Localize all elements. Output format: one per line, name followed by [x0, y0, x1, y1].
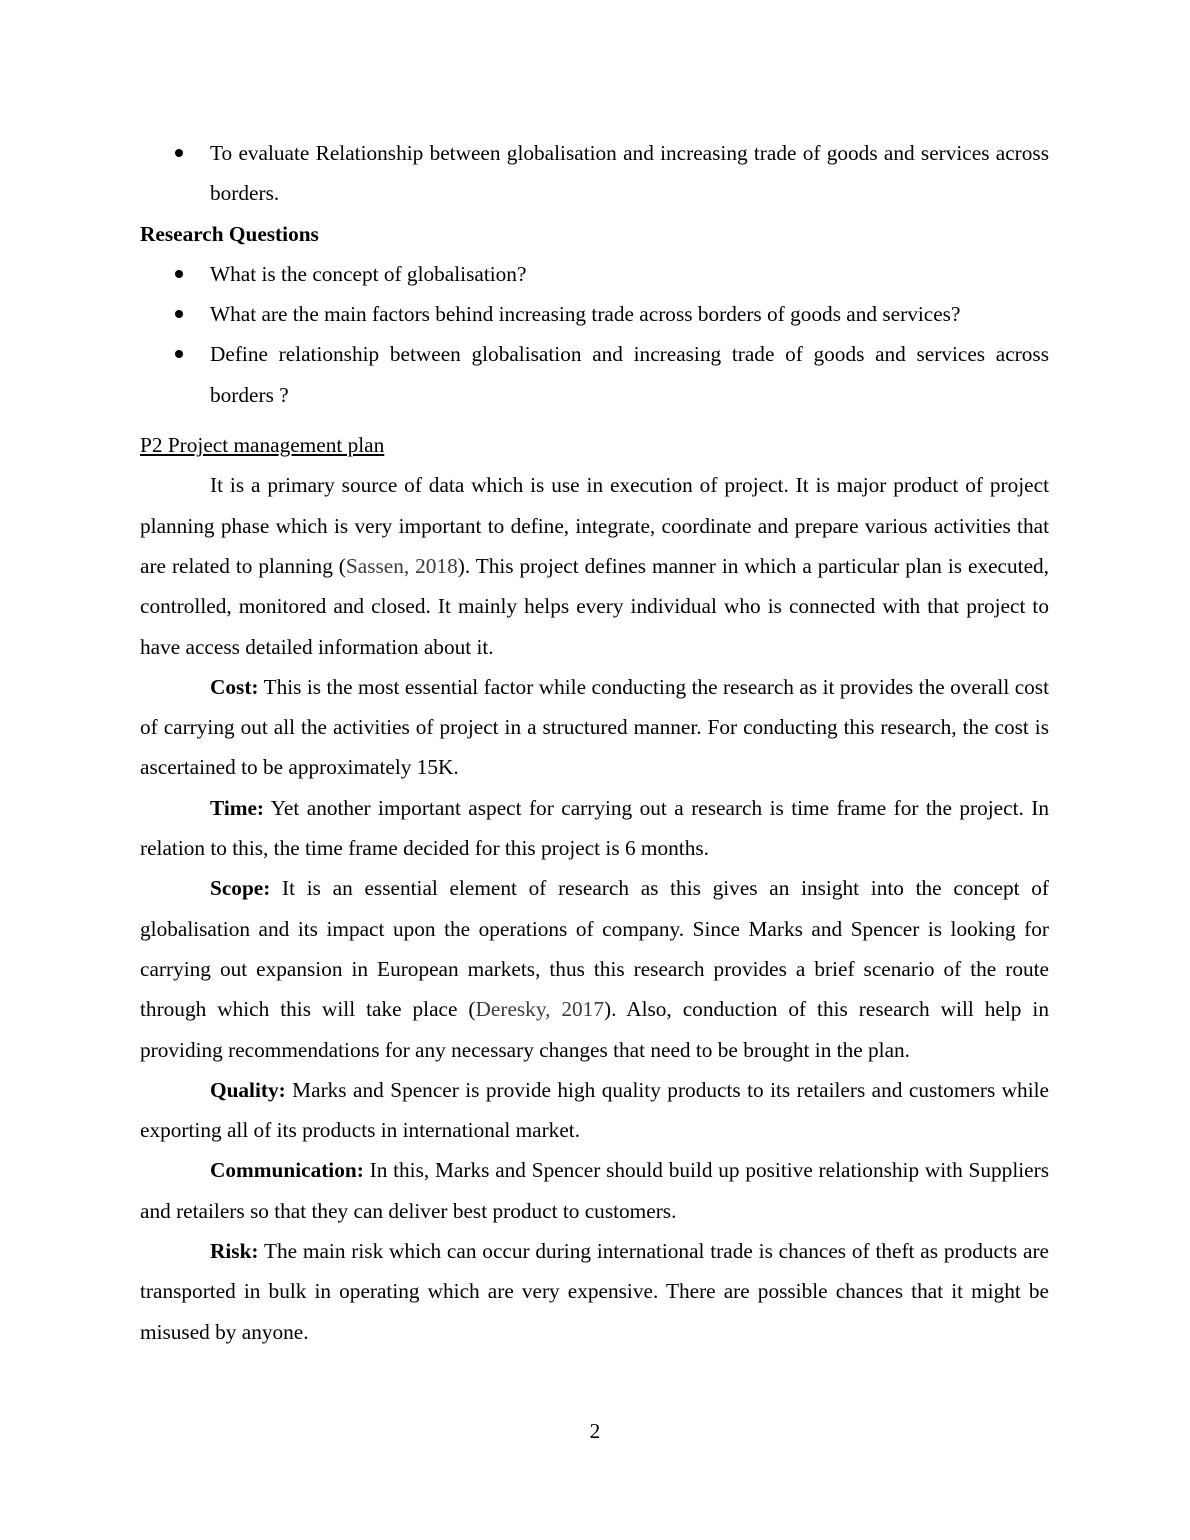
- objectives-list: [140, 133, 1049, 214]
- risk-paragraph: [140, 1231, 1049, 1352]
- scope-text-2: ). Also, conduction of this research will help in providing recommendations for any necessary changes that need to be brought in the plan.: [140, 997, 1049, 1062]
- research-questions-list: [140, 254, 1049, 415]
- list-item-text: What are the main factors behind increasing trade across borders of goods and services?: [210, 302, 961, 327]
- list-item-text: What is the concept of globalisation?: [210, 261, 527, 286]
- cost-text: This is the most essential factor while conducting the research as it provides the overall cost of carrying out all the activities of project in a structured manner. For conducting this research, the cost is ascertained to be approximately 15K.: [140, 674, 1049, 780]
- scope-label: Scope:: [210, 876, 271, 901]
- risk-label: Risk:: [210, 1239, 259, 1264]
- cost-paragraph: [140, 667, 1049, 788]
- page-number: 2: [589, 1419, 601, 1443]
- quality-text: Marks and Spencer is provide high quality products to its retailers and customers while exporting all of its products in international market.: [140, 1077, 1049, 1143]
- bullet-icon: [175, 270, 183, 278]
- list-item: [140, 254, 1049, 294]
- time-text: Yet another important aspect for carrying out a research is time frame for the project. In relation to this, the time frame decided for this project is 6 months.: [140, 795, 1049, 861]
- time-label: Time:: [210, 795, 265, 820]
- communication-paragraph: [140, 1150, 1049, 1231]
- list-item-text: Define relationship between globalisation and increasing trade of goods and services across borders ?: [210, 342, 1049, 407]
- project-plan-heading: P2 Project management plan: [140, 433, 385, 458]
- bullet-icon: [175, 149, 183, 157]
- scope-text-1: It is an essential element of research as this gives an insight into the concept of globalisation and its impact upon the operations of company. Since Marks and Spencer is looking for carrying out expansion in European markets, thus this research provides a brief scenario of the route through which this will take place (: [140, 876, 1049, 1022]
- intro-text-2: ). This project defines manner in which a particular plan is executed, controlled, monitored and closed. It mainly helps every individual who is connected with that project to have access detailed information about it.: [140, 553, 1050, 659]
- document-page: [140, 133, 1049, 1352]
- list-item-text: To evaluate Relationship between globalisation and increasing trade of goods and services across borders.: [210, 141, 1049, 206]
- research-questions-heading: Research Questions: [140, 221, 319, 246]
- communication-text: In this, Marks and Spencer should build up positive relationship with Suppliers and retailers so that they can deliver best product to customers.: [140, 1158, 1049, 1223]
- list-item: [140, 133, 1049, 214]
- cost-label: Cost:: [210, 674, 259, 699]
- list-item: [140, 294, 1049, 334]
- list-item: [140, 334, 1049, 415]
- intro-paragraph: [140, 465, 1049, 666]
- citation: Deresky, 2017: [475, 997, 604, 1022]
- bullet-icon: [175, 310, 183, 318]
- citation: Sassen, 2018: [345, 553, 458, 578]
- quality-paragraph: [140, 1070, 1049, 1151]
- scope-paragraph: [140, 868, 1049, 1069]
- risk-text: The main risk which can occur during international trade is chances of theft as products are transported in bulk in operating which are very expensive. There are possible chances that it might be misused by anyone.: [140, 1239, 1049, 1344]
- quality-label: Quality:: [210, 1077, 286, 1102]
- communication-label: Communication:: [210, 1158, 364, 1183]
- time-paragraph: [140, 788, 1049, 869]
- intro-text-1: It is a primary source of data which is use in execution of project. It is major product of project planning phase which is very important to define, integrate, coordinate and prepare various activities that are related to planning (: [140, 473, 1049, 578]
- bullet-icon: [175, 350, 183, 358]
